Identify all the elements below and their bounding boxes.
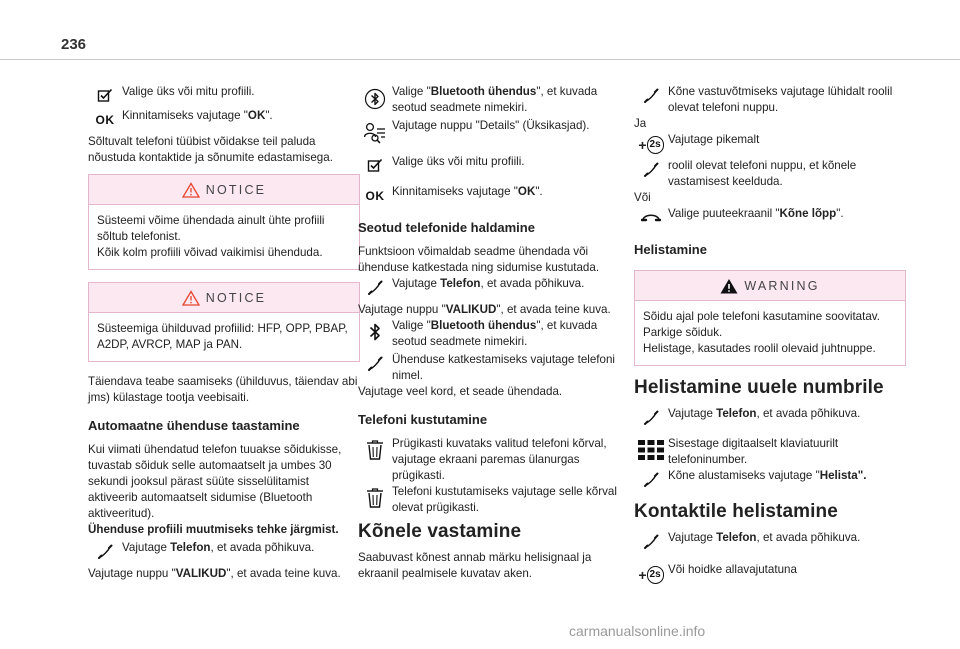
step-press-phone	[88, 540, 360, 560]
bluetooth-circle-icon	[358, 84, 392, 110]
phone-handset-icon	[634, 530, 668, 550]
step-text: Ühenduse katkestamiseks vajutage telefoni nimel.	[392, 353, 615, 382]
checkbox-edit-icon	[88, 84, 122, 102]
hang-up-icon	[634, 206, 668, 224]
notice-header	[89, 175, 359, 205]
step-text: Valige üks või mitu profiili.	[122, 85, 255, 98]
section-heading-auto-reconnect: Automaatne ühenduse taastamine	[88, 418, 300, 433]
notice-header	[89, 283, 359, 313]
step-confirm-ok	[358, 184, 630, 204]
step-end-call	[634, 206, 906, 224]
notice-body: Süsteemiga ühilduvad profiilid: HFP, OPP, PBAP, A2DP, AVRCP, MAP ja PAN.	[89, 313, 359, 361]
warning-filled-icon	[720, 278, 738, 294]
warning-line: Parkige sõiduk.	[643, 326, 723, 339]
label-ja: Ja	[634, 117, 647, 130]
section-heading-answer-call: Kõnele vastamine	[358, 521, 522, 542]
notice-box-2	[88, 282, 360, 362]
column-1	[88, 84, 360, 590]
step-text: Vajutage nuppu "Details" (Üksikasjad).	[392, 119, 590, 132]
step-long-press	[634, 132, 906, 154]
ok-icon: OK	[365, 189, 385, 203]
notice-title: NOTICE	[205, 290, 267, 305]
phone-handset-icon	[88, 540, 122, 560]
long-press-2s-icon: + 2s	[634, 562, 668, 584]
step-start-call	[634, 468, 906, 488]
paragraph: Funktsioon võimaldab seadme ühendada või ühenduse katkestada ning sidumise kustutada.	[358, 245, 600, 274]
watermark: carmanualsonline.info	[569, 623, 706, 639]
notice-line: Süsteemi võime ühendada ainult ühte profiili sõltub telefonist.	[97, 214, 325, 243]
paragraph: Vajutage nuppu "VALIKUD", et avada teine kuva.	[358, 303, 611, 316]
step-press-phone	[358, 276, 630, 296]
step-bluetooth-connection	[358, 318, 630, 350]
step-confirm-ok	[88, 108, 360, 128]
step-text: Vajutage Telefon, et avada põhikuva.	[668, 407, 861, 420]
step-text: Kõne alustamiseks vajutage "Helista".	[668, 469, 867, 482]
warning-triangle-icon	[182, 182, 200, 198]
step-trash-shown	[358, 436, 630, 484]
step-text: Kõne vastuvõtmiseks vajutage lühidalt roolil olevat telefoni nuppu.	[668, 85, 893, 114]
warning-header	[635, 271, 905, 301]
phone-handset-icon	[634, 84, 668, 104]
step-hold-press	[634, 562, 906, 584]
keypad-icon	[634, 436, 668, 460]
warning-title: WARNING	[744, 278, 820, 293]
warning-body	[635, 301, 905, 365]
phone-handset-icon	[634, 158, 668, 178]
paragraph: Kui viimati ühendatud telefon tuuakse sõidukisse, tuvastab sõiduk selle automaatselt ja umbes 30 sekundi jooksul pärast süüte sisselülitamist aktiveerib automaatselt sidumise (Bluetooth aktiveeritud).	[88, 443, 342, 520]
section-heading-calling: Helistamine	[634, 242, 707, 257]
warning-box	[634, 270, 906, 366]
phone-handset-icon	[634, 468, 668, 488]
column-2	[358, 84, 630, 590]
step-text: Kinnitamiseks vajutage "OK".	[392, 185, 543, 198]
step-text: Valige "Bluetooth ühendus", et kuvada seotud seadmete nimekiri.	[392, 319, 598, 348]
step-text: Prügikasti kuvataks valitud telefoni kõrval, vajutage ekraani paremas ülanurgas prügikasti.	[392, 437, 607, 482]
bluetooth-icon	[358, 318, 392, 342]
step-text: Vajutage Telefon, et avada põhikuva.	[668, 531, 861, 544]
paragraph: Vajutage veel kord, et seade ühendada.	[358, 385, 563, 398]
step-enter-number	[634, 436, 906, 468]
step-text: Või hoidke allavajutatuna	[668, 563, 797, 576]
details-search-icon	[358, 118, 392, 144]
ok-icon: OK	[95, 113, 115, 127]
step-press-phone	[634, 406, 906, 426]
section-heading-manage-phones: Seotud telefonide haldamine	[358, 220, 535, 235]
notice-box-1	[88, 174, 360, 270]
step-press-phone	[634, 530, 906, 550]
top-divider	[0, 59, 960, 60]
step-details	[358, 118, 630, 144]
checkbox-edit-icon	[358, 154, 392, 172]
paragraph: Vajutage nuppu "VALIKUD", et avada teine kuva.	[88, 567, 341, 580]
step-text: Vajutage Telefon, et avada põhikuva.	[392, 277, 585, 290]
step-answer-call	[634, 84, 906, 116]
phone-handset-icon	[358, 352, 392, 372]
section-heading-delete-phone: Telefoni kustutamine	[358, 412, 488, 427]
warning-line: Sõidu ajal pole telefoni kasutamine soovitatav.	[643, 310, 880, 323]
trash-icon	[358, 484, 392, 508]
notice-line: Kõik kolm profiili võivad vaikimisi ühenduda.	[97, 246, 323, 259]
step-disconnect	[358, 352, 630, 384]
section-heading-call-contact: Kontaktile helistamine	[634, 501, 838, 522]
step-text: Vajutage Telefon, et avada põhikuva.	[122, 541, 315, 554]
column-3	[634, 84, 906, 590]
warning-line: Helistage, kasutades roolil olevaid juhtnuppe.	[643, 342, 876, 355]
step-text: Telefoni kustutamiseks vajutage selle kõrval olevat prügikasti.	[392, 485, 617, 514]
paragraph: Saabuvast kõnest annab märku helisignaal ja ekraanil pealmisele kuvatav aken.	[358, 551, 592, 580]
paragraph-bold: Ühenduse profiili muutmiseks tehke järgmist.	[88, 523, 339, 536]
long-press-2s-icon: + 2s	[634, 132, 668, 154]
phone-handset-icon	[358, 276, 392, 296]
step-select-profiles	[358, 154, 630, 172]
step-trash-delete	[358, 484, 630, 516]
step-select-profiles	[88, 84, 360, 102]
step-text: Vajutage pikemalt	[668, 133, 760, 146]
paragraph: Täiendava teabe saamiseks (ühilduvus, täiendav abi jms) külastage tootja veebisaiti.	[88, 375, 358, 404]
section-heading-new-number: Helistamine uuele numbrile	[634, 377, 884, 398]
step-text: Sisestage digitaalselt klaviatuurilt telefoninumber.	[668, 437, 839, 466]
step-text: Kinnitamiseks vajutage "OK".	[122, 109, 273, 122]
phone-handset-icon	[634, 406, 668, 426]
warning-triangle-icon	[182, 290, 200, 306]
step-reject-call	[634, 158, 906, 190]
notice-title: NOTICE	[205, 182, 267, 197]
notice-body	[89, 205, 359, 269]
page-number: 236	[61, 36, 87, 53]
label-voi: Või	[634, 191, 651, 204]
step-text: Valige üks või mitu profiili.	[392, 155, 525, 168]
paragraph: Sõltuvalt telefoni tüübist võidakse teil paluda nõustuda kontaktide ja sõnumite edastamisega.	[88, 135, 333, 164]
step-text: Valige "Bluetooth ühendus", et kuvada seotud seadmete nimekiri.	[392, 85, 598, 114]
step-text: roolil olevat telefoni nuppu, et kõnele vastamisest keelduda.	[668, 159, 857, 188]
trash-icon	[358, 436, 392, 460]
step-text: Valige puuteekraanil "Kõne lõpp".	[668, 207, 844, 220]
step-bluetooth-connection	[358, 84, 630, 116]
